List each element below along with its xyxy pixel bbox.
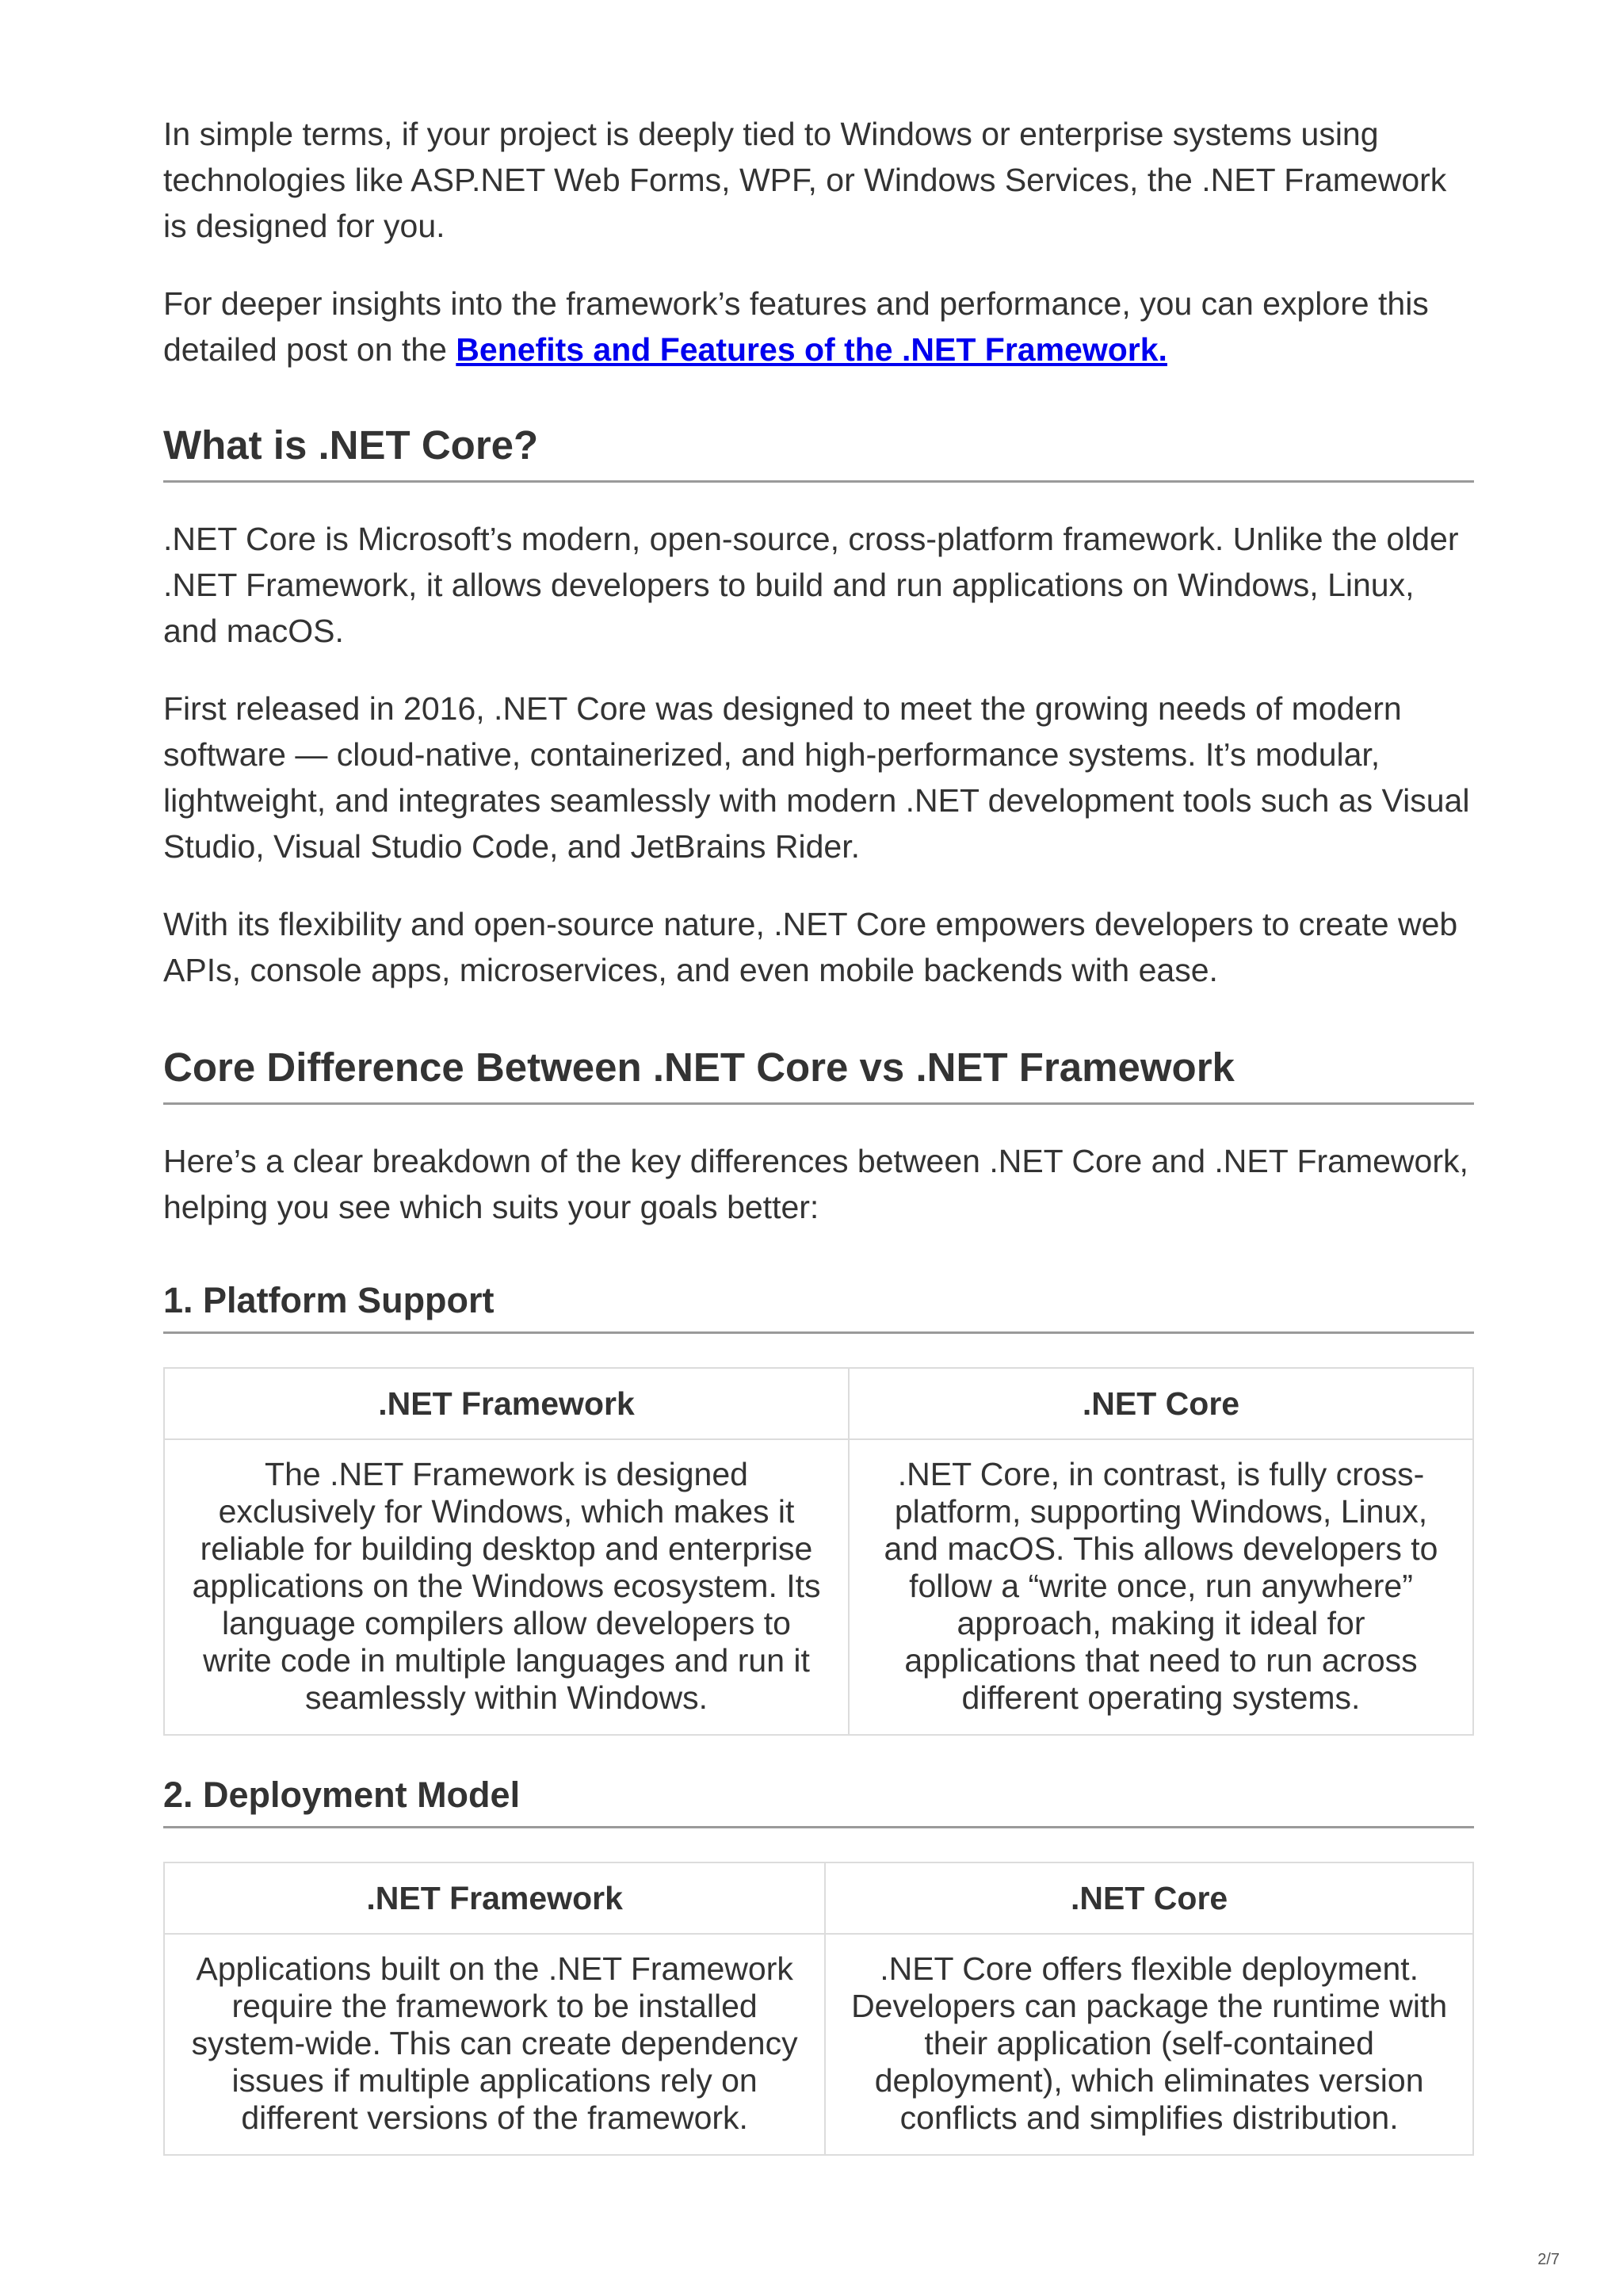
subheading-platform-support: 1. Platform Support	[163, 1279, 1474, 1334]
intro-paragraph-2	[163, 281, 1474, 372]
net-core-paragraph-1: .NET Core is Microsoft’s modern, open-source, cross-platform framework. Unlike the older .NET Framework, it allows developers to build and run applications on Windows, Linux, and macOS.	[163, 521, 1459, 649]
intro-paragraph-2-text: For deeper insights into the framework’s features and performance, you can explore this detailed post on the	[163, 285, 1429, 368]
table-row	[164, 1439, 1473, 1735]
section-heading-core-difference: Core Difference Between .NET Core vs .NET Framework	[163, 1044, 1474, 1105]
difference-intro-paragraph: Here’s a clear breakdown of the key differences between .NET Core and .NET Framework, helping you see which suits your goals better:	[163, 1143, 1468, 1225]
document-page	[163, 111, 1474, 2156]
table-header-net-framework: .NET Framework	[164, 1862, 825, 1934]
table-header-net-framework: .NET Framework	[164, 1368, 849, 1439]
table-header-net-core: .NET Core	[825, 1862, 1473, 1934]
table-cell-net-core: .NET Core, in contrast, is fully cross-platform, supporting Windows, Linux, and macOS. This allows developers to follow a “write once, run anywhere” approach, making it ideal for applications that need to run across different operating systems.	[849, 1439, 1473, 1735]
table-cell-net-framework: Applications built on the .NET Framework require the framework to be installed system-wide. This can create dependency issues if multiple applications rely on different versions of the framework.	[164, 1934, 825, 2155]
table-header-row	[164, 1368, 1473, 1439]
deployment-model-table	[163, 1862, 1474, 2156]
net-core-paragraph-2: First released in 2016, .NET Core was designed to meet the growing needs of modern software — cloud-native, containerized, and high-performance systems. It’s modular, lightweight, and integrates seamlessly with modern .NET development tools such as Visual Studio, Visual Studio Code, and JetBrains Rider.	[163, 690, 1470, 865]
net-core-paragraph-3: With its flexibility and open-source nature, .NET Core empowers developers to create web APIs, console apps, microservices, and even mobile backends with ease.	[163, 906, 1458, 988]
section-heading-net-core: What is .NET Core?	[163, 422, 1474, 483]
subheading-deployment-model: 2. Deployment Model	[163, 1774, 1474, 1828]
table-cell-net-framework: The .NET Framework is designed exclusively for Windows, which makes it reliable for building desktop and enterprise applications on the Windows ecosystem. Its language compilers allow developers to write code in multiple languages and run it seamlessly within Windows.	[164, 1439, 849, 1735]
benefits-features-link[interactable]: Benefits and Features of the .NET Framework.	[456, 331, 1167, 368]
table-header-row	[164, 1862, 1473, 1934]
table-row	[164, 1934, 1473, 2155]
table-header-net-core: .NET Core	[849, 1368, 1473, 1439]
page-number: 2/7	[1537, 2251, 1560, 2268]
table-cell-net-core: .NET Core offers flexible deployment. Developers can package the runtime with their application (self-contained deployment), which eliminates version conflicts and simplifies distribution.	[825, 1934, 1473, 2155]
platform-support-table	[163, 1367, 1474, 1736]
intro-paragraph-1: In simple terms, if your project is deeply tied to Windows or enterprise systems using technologies like ASP.NET Web Forms, WPF, or Windows Services, the .NET Framework is designed for you.	[163, 116, 1447, 244]
